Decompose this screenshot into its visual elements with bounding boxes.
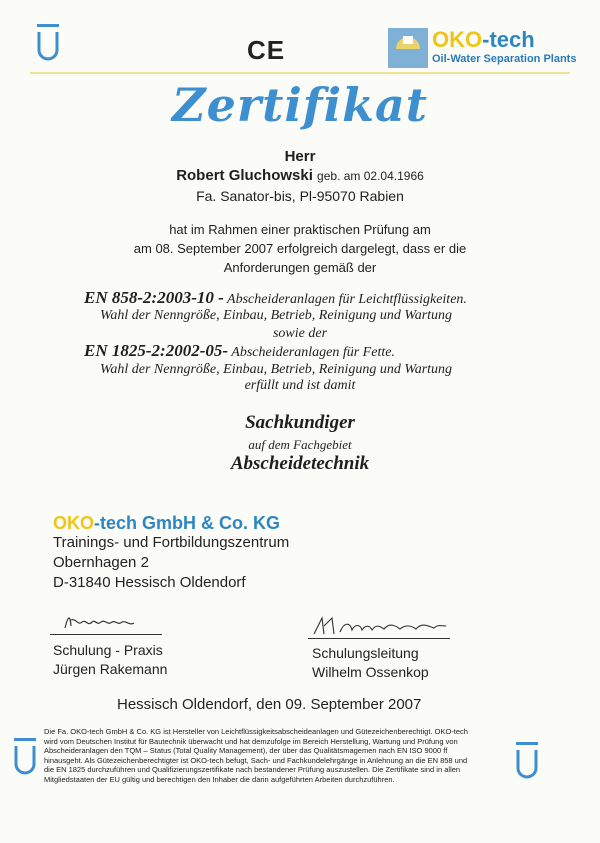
legal-line: Mitgliedstaaten der EU gültig und berechtigen den Inhaber die darin aufgeführten Arbeiten durchzuführen. <box>44 774 395 784</box>
recipient-company: Fa. Sanator-bis, Pl-95070 Rabien <box>196 188 404 204</box>
salutation: Herr <box>284 148 316 165</box>
recipient-name: Robert Gluchowski <box>176 167 313 184</box>
statement-line: hat im Rahmen einer praktischen Prüfung am <box>169 222 431 237</box>
signatory-name-left: Jürgen Rakemann <box>53 661 168 677</box>
brand-name: OKO-tech <box>432 27 535 52</box>
norm-connector: sowie der <box>272 326 328 341</box>
signature-line-right <box>308 638 450 639</box>
issuer-address-line: D-31840 Hessisch Oldendorf <box>53 574 246 591</box>
norm-en1825: EN 1825-2:2002-05- Abscheideranlagen für Fette. <box>84 341 395 360</box>
certificate-title: Zertifikat <box>172 78 428 132</box>
issuer-name: OKO-tech GmbH & Co. KG <box>53 513 281 533</box>
qualification-field: Abscheidetechnik <box>230 453 370 474</box>
birth-date: geb. am 02.04.1966 <box>317 169 424 183</box>
ce-mark: CE <box>247 35 286 65</box>
issuer-address-line: Trainings- und Fortbildungszentrum <box>53 534 290 551</box>
oko-tech-logo <box>388 27 577 70</box>
issuer-address-line: Obernhagen 2 <box>53 554 149 571</box>
place-and-date: Hessisch Oldendorf, den 09. September 2007 <box>117 696 422 713</box>
statement-line: am 08. September 2007 erfolgreich dargelegt, dass er die <box>133 241 467 256</box>
fulfilled-text: erfüllt und ist damit <box>244 378 356 393</box>
qualification-subtitle: auf dem Fachgebiet <box>248 437 352 452</box>
signatory-role-left: Schulung - Praxis <box>53 642 163 658</box>
norm-en858: EN 858-2:2003-10 - Abscheideranlagen für Leichtflüssigkeiten. <box>84 288 467 307</box>
qualification-title: Sachkundiger <box>245 412 355 433</box>
statement-line: Anforderungen gemäß der <box>223 260 377 275</box>
brand-square-icon <box>388 28 428 68</box>
signatory-role-right: Schulungsleitung <box>312 645 419 661</box>
legal-line: Abscheideranlagen den TQM – Status (Total Quality Management), der über das Qualitätsmagemen nach EN ISO 9000 ff <box>44 746 448 756</box>
norm-en858-scope: Wahl der Nenngröße, Einbau, Betrieb, Reinigung und Wartung <box>100 308 453 323</box>
recipient-name-line <box>0 167 600 184</box>
signature-line-left <box>50 634 162 635</box>
legal-line: die EN 1825 durchzuführen und Qualifizierungszertifikate nach bestandener Prüfung auszustellen. Die Zertifikate sind in allen <box>44 765 461 775</box>
signature-rakemann <box>62 610 142 632</box>
legal-line: Die Fa. OKO-tech GmbH & Co. KG ist Hersteller von Leichtflüssigkeitsabscheideanlagen und Gütezeichenberechtigt. OKO-tech <box>44 727 468 736</box>
u-seal-logo-bottom-left <box>10 738 40 778</box>
header-divider <box>30 72 570 74</box>
legal-line: hinausgeht. Als Gütezeichenberechtigter ist OKO-tech befugt, Sach- und Fachkundelehrgänge in Anlehnung an die EN 858 und <box>44 755 468 765</box>
norm-en1825-scope: Wahl der Nenngröße, Einbau, Betrieb, Reinigung und Wartung <box>100 362 453 377</box>
u-seal-logo-top-left <box>33 24 63 64</box>
statement <box>0 220 600 277</box>
signatory-name-right: Wilhelm Ossenkop <box>312 664 429 680</box>
u-seal-logo-bottom-right <box>512 742 542 782</box>
legal-notice <box>44 727 492 785</box>
brand-subtitle: Oil-Water Separation Plants <box>432 53 577 65</box>
legal-line: wird vom Deutschen Institut für Bautechnik überwacht und hat demzufolge im Bereich Herstellung, Wartung und Prüfung von <box>44 736 458 746</box>
signature-ossenkop <box>310 614 450 638</box>
